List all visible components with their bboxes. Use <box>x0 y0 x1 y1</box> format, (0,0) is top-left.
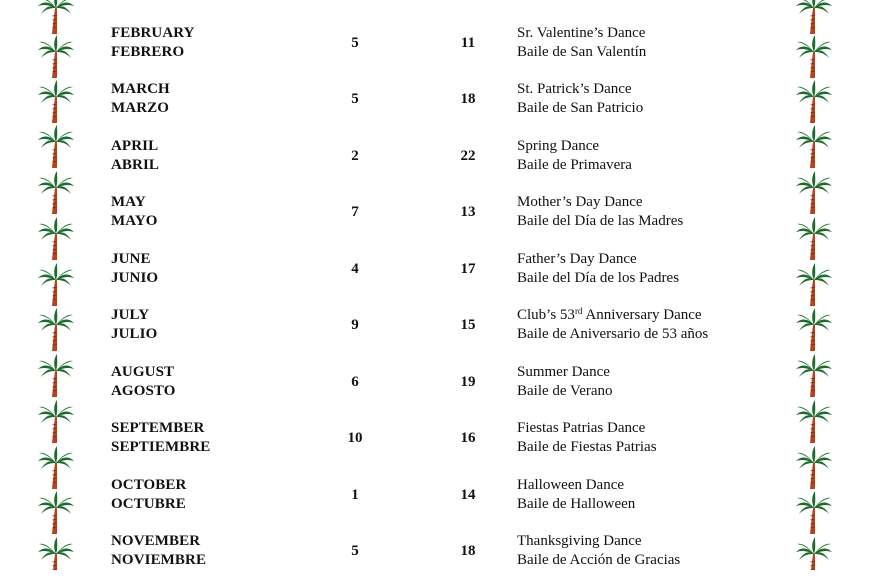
month-english: OCTOBER <box>111 477 187 493</box>
event-date: 18 <box>460 91 476 107</box>
month-english: JUNE <box>111 251 151 267</box>
table-row <box>0 250 870 300</box>
event-english: Father’s Day Dance <box>517 251 637 267</box>
month-english: MAY <box>111 194 146 210</box>
month-spanish: FEBRERO <box>111 44 185 60</box>
event-cell <box>517 80 643 118</box>
event-spanish: Baile de San Valentín <box>517 44 647 60</box>
event-english: Spring Dance <box>517 138 600 154</box>
event-date: 15 <box>460 317 476 333</box>
month-english: SEPTEMBER <box>111 420 205 436</box>
first-number: 4 <box>351 261 359 277</box>
table-row <box>0 306 870 356</box>
event-english: Halloween Dance <box>517 477 625 493</box>
event-date: 22 <box>460 148 476 164</box>
event-spanish: Baile de Halloween <box>517 496 636 512</box>
event-cell <box>517 306 708 344</box>
event-cell <box>517 476 635 514</box>
event-date: 17 <box>460 261 476 277</box>
event-date: 18 <box>460 543 476 559</box>
table-row <box>0 193 870 243</box>
month-spanish: OCTUBRE <box>111 496 186 512</box>
event-english: Summer Dance <box>517 364 610 380</box>
month-english: NOVEMBER <box>111 533 201 549</box>
month-cell <box>111 193 158 231</box>
event-english-suffix: Anniversary Dance <box>582 307 702 323</box>
month-cell <box>111 363 176 401</box>
month-cell <box>111 476 186 514</box>
month-cell <box>111 532 206 570</box>
month-spanish: SEPTIEMBRE <box>111 439 211 455</box>
first-number: 6 <box>351 374 359 390</box>
event-english: Mother’s Day Dance <box>517 194 643 210</box>
event-english: Thanksgiving Dance <box>517 533 642 549</box>
ordinal-suffix: rd <box>574 306 583 316</box>
month-cell <box>111 80 170 118</box>
event-date: 19 <box>460 374 476 390</box>
month-cell <box>111 250 158 288</box>
table-row <box>0 476 870 526</box>
first-number: 7 <box>351 204 359 220</box>
event-date: 14 <box>460 487 476 503</box>
event-spanish: Baile de San Patricio <box>517 100 644 116</box>
event-cell <box>517 137 632 175</box>
month-english: APRIL <box>111 138 159 154</box>
event-spanish: Baile de Acción de Gracias <box>517 552 681 568</box>
event-english: Sr. Valentine’s Dance <box>517 25 646 41</box>
table-row <box>0 363 870 413</box>
event-english: St. Patrick’s Dance <box>517 81 632 97</box>
first-number: 5 <box>351 543 359 559</box>
event-cell <box>517 193 683 231</box>
month-cell <box>111 306 157 344</box>
event-spanish: Baile del Día de los Padres <box>517 270 680 286</box>
event-english-prefix: Club’s 53 <box>517 307 575 323</box>
month-spanish: MAYO <box>111 213 158 229</box>
event-date: 16 <box>460 430 476 446</box>
month-spanish: MARZO <box>111 100 169 116</box>
month-spanish: NOVIEMBRE <box>111 552 207 568</box>
month-spanish: ABRIL <box>111 157 160 173</box>
month-english: MARCH <box>111 81 170 97</box>
event-spanish: Baile del Día de las Madres <box>517 213 684 229</box>
event-date: 13 <box>460 204 476 220</box>
event-spanish: Baile de Primavera <box>517 157 632 173</box>
first-number: 2 <box>351 148 359 164</box>
month-spanish: JULIO <box>111 326 158 342</box>
event-date: 11 <box>460 35 476 51</box>
first-number: 5 <box>351 35 359 51</box>
event-spanish: Baile de Verano <box>517 383 613 399</box>
event-english <box>517 306 708 325</box>
month-cell <box>111 137 159 175</box>
event-cell <box>517 250 679 288</box>
event-spanish: Baile de Fiestas Patrias <box>517 439 657 455</box>
month-cell <box>111 419 210 457</box>
event-english: Fiestas Patrias Dance <box>517 420 646 436</box>
first-number: 10 <box>347 430 363 446</box>
event-cell <box>517 419 657 457</box>
table-row <box>0 419 870 469</box>
month-english: AUGUST <box>111 364 175 380</box>
event-cell <box>517 24 646 62</box>
month-english: FEBRUARY <box>111 25 195 41</box>
table-row <box>0 532 870 582</box>
table-row <box>0 80 870 130</box>
first-number: 9 <box>351 317 359 333</box>
month-spanish: JUNIO <box>111 270 159 286</box>
month-spanish: AGOSTO <box>111 383 176 399</box>
table-row <box>0 137 870 187</box>
event-cell <box>517 532 680 570</box>
month-english: JULY <box>111 307 150 323</box>
table-row <box>0 24 870 74</box>
first-number: 1 <box>351 487 359 503</box>
first-number: 5 <box>351 91 359 107</box>
month-cell <box>111 24 195 62</box>
event-spanish: Baile de Aniversario de 53 años <box>517 326 709 342</box>
event-cell <box>517 363 613 401</box>
